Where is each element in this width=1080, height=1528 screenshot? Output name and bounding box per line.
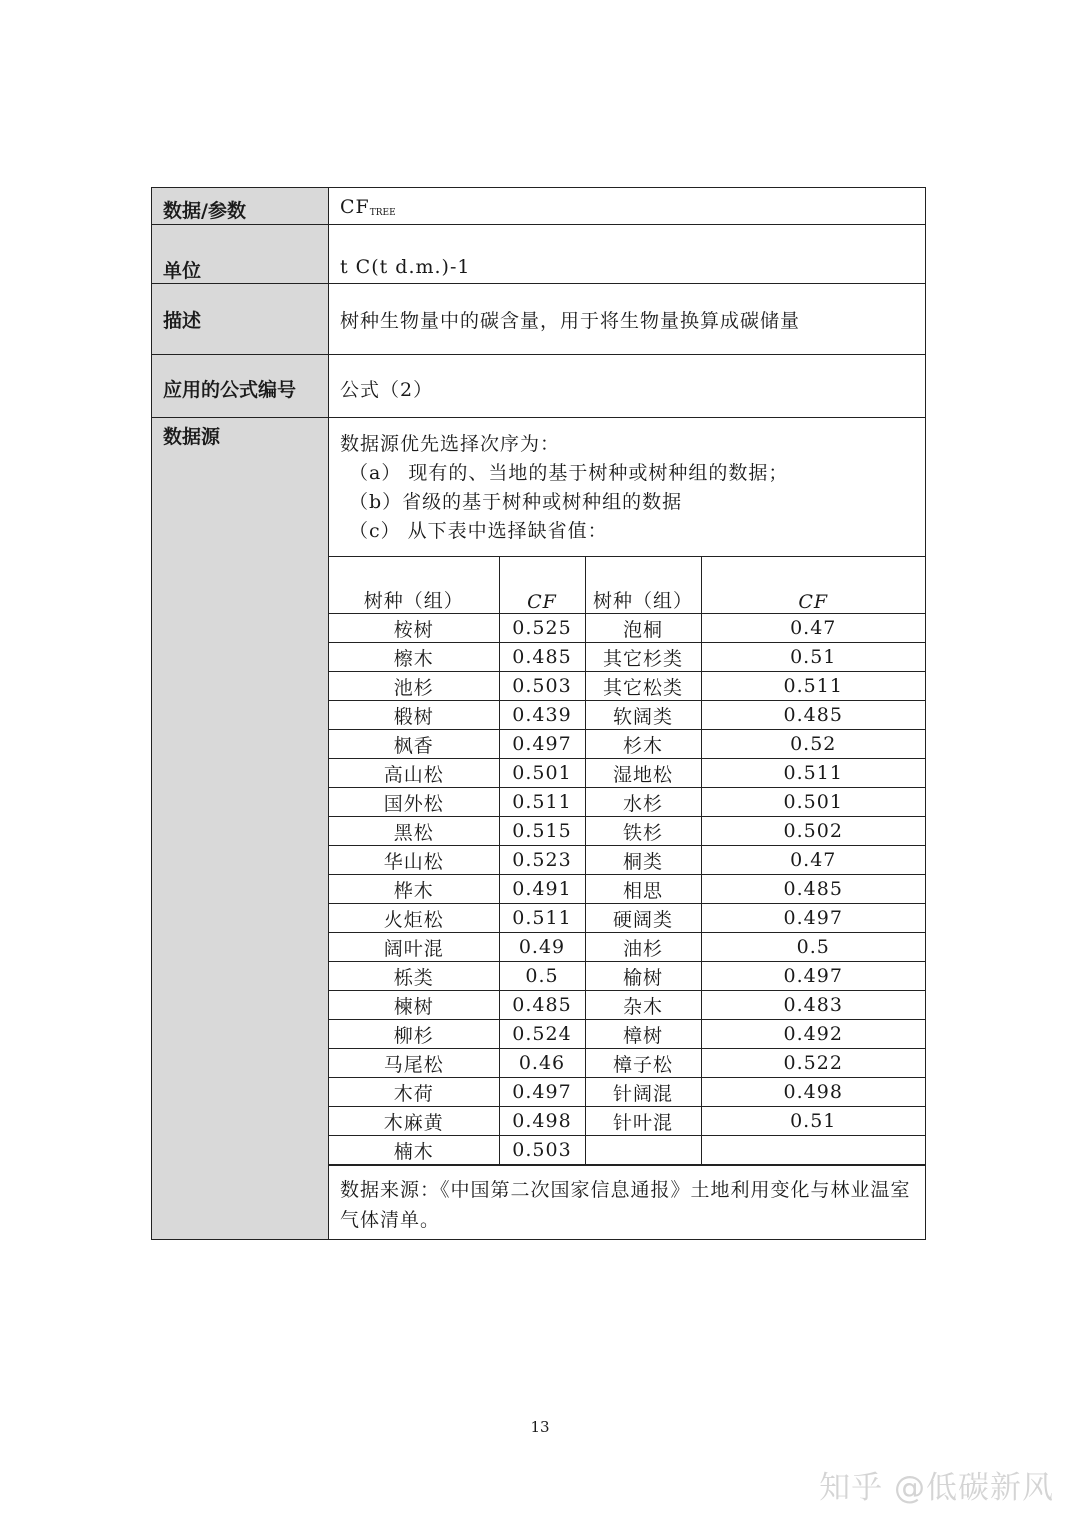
cell-cf-1: 0.523 xyxy=(499,846,585,875)
cell-species-1: 楝树 xyxy=(329,991,499,1020)
row-formula xyxy=(152,355,926,418)
cell-species-1: 桉树 xyxy=(329,614,499,643)
cell-cf-2: 0.485 xyxy=(701,701,925,730)
cell-cf-2: 0.52 xyxy=(701,730,925,759)
cell-species-2 xyxy=(585,1136,701,1165)
cell-cf-1: 0.511 xyxy=(499,788,585,817)
cell-species-1: 木荷 xyxy=(329,1078,499,1107)
table-row xyxy=(329,962,925,991)
cell-species-2: 杉木 xyxy=(585,730,701,759)
cell-cf-1: 0.46 xyxy=(499,1049,585,1078)
table-row xyxy=(329,1078,925,1107)
cell-species-1: 椴树 xyxy=(329,701,499,730)
cell-cf-2: 0.502 xyxy=(701,817,925,846)
cell-species-2: 软阔类 xyxy=(585,701,701,730)
cell-species-1: 马尾松 xyxy=(329,1049,499,1078)
cell-cf-1: 0.5 xyxy=(499,962,585,991)
table-row xyxy=(329,1020,925,1049)
row-parameter xyxy=(152,188,926,225)
cell-cf-2 xyxy=(701,1136,925,1165)
cell-species-2: 樟树 xyxy=(585,1020,701,1049)
cell-species-2: 针阔混 xyxy=(585,1078,701,1107)
cell-species-1: 楠木 xyxy=(329,1136,499,1165)
cell-species-2: 湿地松 xyxy=(585,759,701,788)
table-row xyxy=(329,730,925,759)
cell-species-1: 国外松 xyxy=(329,788,499,817)
parameter-table xyxy=(151,187,926,1240)
watermark: 知乎 @低碳新风 xyxy=(819,1470,1054,1506)
cell-species-1: 黑松 xyxy=(329,817,499,846)
table-row xyxy=(329,759,925,788)
cell-cf-1: 0.503 xyxy=(499,1136,585,1165)
table-row xyxy=(329,904,925,933)
cell-cf-1: 0.497 xyxy=(499,1078,585,1107)
table-row xyxy=(329,875,925,904)
row-description xyxy=(152,284,926,355)
value-parameter xyxy=(329,188,926,225)
value-unit: t C(t d.m.)-1 xyxy=(329,225,926,284)
cell-cf-2: 0.51 xyxy=(701,1107,925,1136)
table-row xyxy=(329,672,925,701)
cell-cf-1: 0.485 xyxy=(499,643,585,672)
cell-cf-2: 0.485 xyxy=(701,875,925,904)
cell-cf-1: 0.503 xyxy=(499,672,585,701)
cell-cf-1: 0.439 xyxy=(499,701,585,730)
cell-species-2: 相思 xyxy=(585,875,701,904)
source-item-c: （c） 从下表中选择缺省值： xyxy=(349,520,608,542)
label-parameter: 数据/参数 xyxy=(152,188,329,225)
value-description: 树种生物量中的碳含量，用于将生物量换算成碳储量 xyxy=(329,284,926,355)
row-data-source xyxy=(152,418,926,1240)
cell-cf-1: 0.497 xyxy=(499,730,585,759)
header-species-1: 树种（组） xyxy=(329,557,499,614)
cell-species-2: 水杉 xyxy=(585,788,701,817)
cell-species-1: 栎类 xyxy=(329,962,499,991)
cell-cf-2: 0.511 xyxy=(701,672,925,701)
cell-cf-2: 0.498 xyxy=(701,1078,925,1107)
cell-cf-1: 0.491 xyxy=(499,875,585,904)
cell-cf-2: 0.511 xyxy=(701,759,925,788)
cell-cf-1: 0.515 xyxy=(499,817,585,846)
cf-header-row xyxy=(329,557,925,614)
label-description: 描述 xyxy=(152,284,329,355)
cell-cf-2: 0.522 xyxy=(701,1049,925,1078)
cell-species-1: 火炬松 xyxy=(329,904,499,933)
cell-species-2: 油杉 xyxy=(585,933,701,962)
cell-cf-1: 0.501 xyxy=(499,759,585,788)
cell-species-1: 桦木 xyxy=(329,875,499,904)
value-formula: 公式（2） xyxy=(329,355,926,418)
cell-species-1: 高山松 xyxy=(329,759,499,788)
cell-cf-1: 0.498 xyxy=(499,1107,585,1136)
label-data-source: 数据源 xyxy=(152,418,329,1240)
cell-species-2: 其它杉类 xyxy=(585,643,701,672)
table-row xyxy=(329,643,925,672)
table-row xyxy=(329,788,925,817)
page-number: 13 xyxy=(530,1418,550,1436)
cell-species-2: 铁杉 xyxy=(585,817,701,846)
cell-species-2: 樟子松 xyxy=(585,1049,701,1078)
cell-cf-2: 0.5 xyxy=(701,933,925,962)
cell-species-1: 柳杉 xyxy=(329,1020,499,1049)
label-unit: 单位 xyxy=(152,225,329,284)
cell-cf-2: 0.483 xyxy=(701,991,925,1020)
source-intro: 数据源优先选择次序为： xyxy=(340,433,561,455)
table-row xyxy=(329,933,925,962)
cell-cf-2: 0.51 xyxy=(701,643,925,672)
cell-cf-2: 0.497 xyxy=(701,962,925,991)
cell-species-1: 木麻黄 xyxy=(329,1107,499,1136)
header-cf-2: CF xyxy=(701,557,925,614)
cell-cf-2: 0.47 xyxy=(701,614,925,643)
cell-species-1: 阔叶混 xyxy=(329,933,499,962)
header-cf-1: CF xyxy=(499,557,585,614)
cell-species-2: 硬阔类 xyxy=(585,904,701,933)
source-item-a: （a） 现有的、当地的基于树种或树种组的数据； xyxy=(349,462,789,484)
cell-species-2: 针叶混 xyxy=(585,1107,701,1136)
cell-cf-1: 0.485 xyxy=(499,991,585,1020)
label-formula: 应用的公式编号 xyxy=(152,355,329,418)
cell-species-2: 其它松类 xyxy=(585,672,701,701)
cell-species-2: 杂木 xyxy=(585,991,701,1020)
source-item-b: （b）省级的基于树种或树种组的数据 xyxy=(349,491,683,513)
cell-cf-1: 0.525 xyxy=(499,614,585,643)
cell-cf-2: 0.501 xyxy=(701,788,925,817)
cell-species-2: 榆树 xyxy=(585,962,701,991)
cell-cf-2: 0.47 xyxy=(701,846,925,875)
cell-cf-1: 0.524 xyxy=(499,1020,585,1049)
cell-species-2: 泡桐 xyxy=(585,614,701,643)
header-species-2: 树种（组） xyxy=(585,557,701,614)
param-subscript: TREE xyxy=(369,208,396,218)
cell-cf-1: 0.511 xyxy=(499,904,585,933)
table-row xyxy=(329,1136,925,1165)
cf-default-table xyxy=(329,556,925,1165)
cell-cf-2: 0.492 xyxy=(701,1020,925,1049)
cell-cf-1: 0.49 xyxy=(499,933,585,962)
table-row xyxy=(329,817,925,846)
cell-species-1: 池杉 xyxy=(329,672,499,701)
table-row xyxy=(329,701,925,730)
row-unit xyxy=(152,225,926,284)
table-row xyxy=(329,1049,925,1078)
cell-species-2: 桐类 xyxy=(585,846,701,875)
param-symbol: CF xyxy=(340,196,370,218)
cell-cf-2: 0.497 xyxy=(701,904,925,933)
cell-species-1: 枫香 xyxy=(329,730,499,759)
table-row xyxy=(329,991,925,1020)
table-row xyxy=(329,1107,925,1136)
table-row xyxy=(329,846,925,875)
cell-species-1: 檫木 xyxy=(329,643,499,672)
source-priority xyxy=(329,418,925,556)
cell-species-1: 华山松 xyxy=(329,846,499,875)
value-data-source xyxy=(329,418,926,1240)
table-row xyxy=(329,614,925,643)
source-note: 数据来源：《中国第二次国家信息通报》土地利用变化与林业温室气体清单。 xyxy=(329,1165,925,1239)
